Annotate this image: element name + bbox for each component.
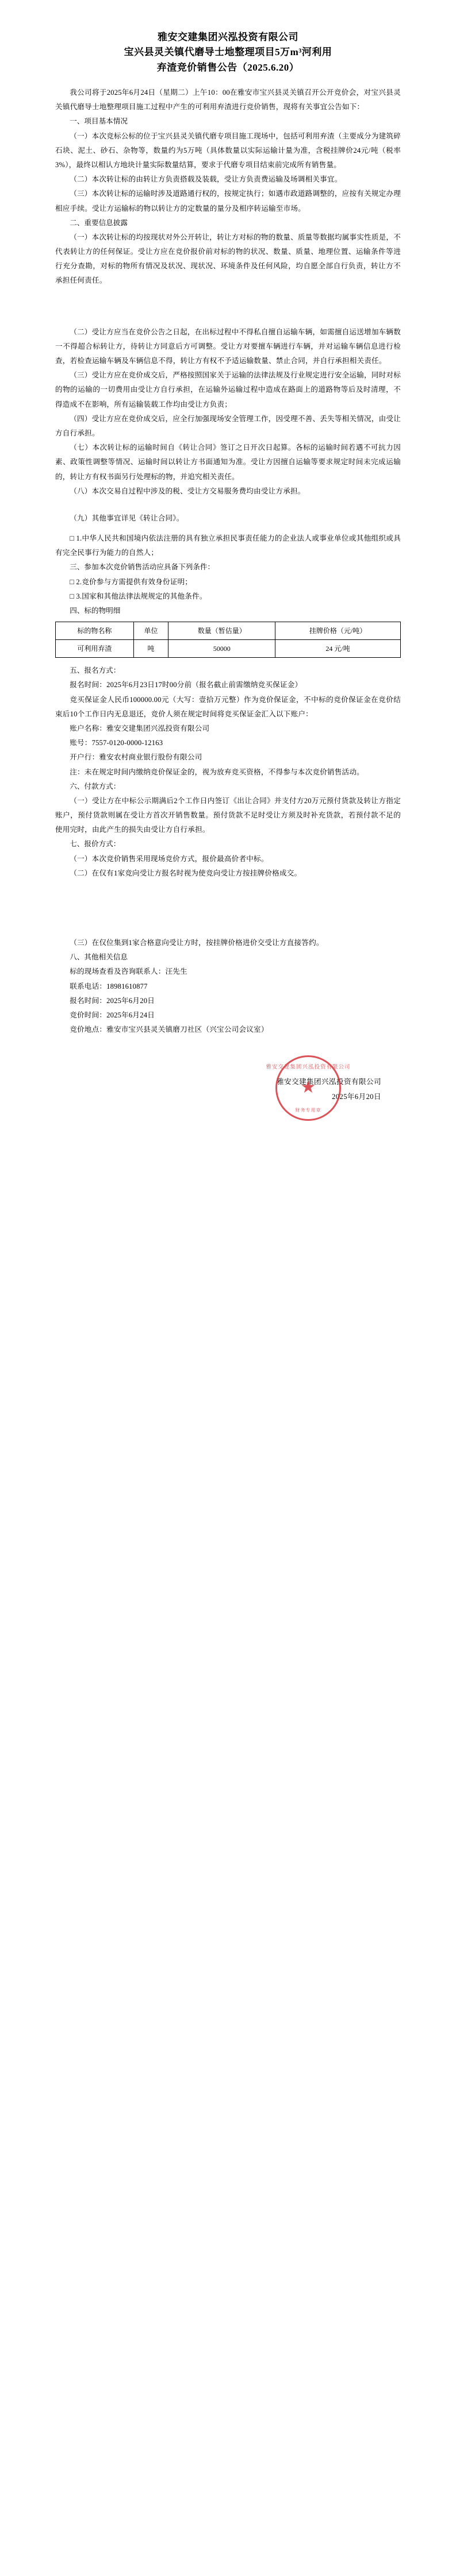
title-line-2: 宝兴县灵关镇代磨导士地整理项目5万m³河利用 <box>124 47 332 58</box>
table-cell-unit: 吨 <box>133 640 168 658</box>
intro-paragraph: 我公司将于2025年6月24日（星期二）上午10：00在雅安市宝兴县灵关镇召开公开竞价会，对宝兴县灵关镇代磨导士地整理项目施工过程中产生的可利用弃渣进行竞价销售，现将有关事宜公告如下： <box>55 88 401 111</box>
bidding-method-3: （三）在仅位集到1家合格意向受让方时，按挂牌价格进价交受让方直接答约。 <box>70 939 324 947</box>
title-line-1: 雅安交建集团兴泓投资有限公司 <box>158 32 298 43</box>
table-header-cell: 标的物名称 <box>56 622 134 640</box>
paragraph-2-6: （八）本次交易自过程中涉及的税、受让方交易服务费均由受让方承担。 <box>70 487 305 495</box>
qualification-item-1: □ 2.竞价参与方需提供有效身份证明； <box>70 577 193 586</box>
seal-bottom-text: 财务专用章 <box>295 1108 321 1113</box>
table-cell-name: 可利用弃渣 <box>56 640 134 658</box>
signature-block <box>55 1065 401 1113</box>
paragraph-1-2: （二）本次转让标的由转让方负责搭载及装载，受让方负责费运输及场调相关事宜。 <box>70 175 342 184</box>
paragraph-1-3: （三）本次转让标的运输时涉及道路通行权的，按规定执行；如遇市政道路调整的，应按有关规定办理相应手续。受让方运输标的物以转让方的定数量的量分及相序转运输至市场。 <box>55 190 401 213</box>
paragraph-2-8: □ 1.中华人民共和国境内依法注册的具有独立承担民事责任能力的企业法人或事业单位或其他组织或具有完全民事行为能力的自然人； <box>55 534 401 557</box>
deposit-info: 竞买保证金人民币100000.00元（大写：壹拾万元整）作为竞价保证金，不中标的竞价保证金在竞价结束后10个工作日内无息退还，竞价人须在规定时间将竞买保证金汇入以下账户： <box>55 695 401 718</box>
table-header-cell: 数量（暂估量） <box>168 622 275 640</box>
spacer-block-2 <box>55 499 401 511</box>
contact-person: 标的现场查看及咨询联系人：汪先生 <box>70 967 187 976</box>
spacer-block-4 <box>55 881 401 936</box>
lot-detail-table <box>55 622 401 658</box>
bidding-method-2: （二）在仅有1家竞向受让方报名时视为使竞向受让方按挂牌价格成交。 <box>70 869 302 877</box>
registration-deadline: 报名时间：2025年6月23日17时00分前（报名截止前需缴纳竞买保证金） <box>70 681 302 689</box>
section-heading-7: 七、报价方式： <box>70 840 121 849</box>
table-header-cell: 单位 <box>133 622 168 640</box>
spacer-block-5 <box>55 1037 401 1060</box>
section-heading-5: 五、报名方式： <box>70 666 121 675</box>
table-row <box>56 640 401 658</box>
paragraph-2-2: （二）受让方应当在竞价公告之日起，在出标过程中不得私自擅自运输车辆，如需擅自运送增加车辆数一不得超合标转让方，待转让方同意后方可调整。受让方对要擅车辆进行车辆，并对运输车辆信息进行检查，若检查运输车辆及车辆信息不得，转让方有权不予适运输数量、禁止合同，并自行承担相关责任。 <box>55 327 401 365</box>
spacer-block-1 <box>55 288 401 325</box>
title-line-3: 弃渣竞价销售公告（2025.6.20） <box>156 61 300 73</box>
announcement-date: 报名时间：2025年6月20日 <box>70 996 155 1005</box>
bank-account-number: 账号：7557-0120-0000-12163 <box>70 739 163 747</box>
company-seal-icon <box>266 1055 351 1121</box>
qualification-item-2: □ 3.国家和其他法律法规规定的其他条件。 <box>70 592 207 600</box>
paragraph-2-3: （三）受让方应在竞价成交后，严格按照国家关于运输的法律法规及行业规定进行安全运输，同时对标的物的运输的一切费用由受让方自行承担，在运输外运输过程中造成在路面上的道路物等后及时清理，不得造成不在影响，所有运输装载工作均由受让方负责； <box>55 371 401 408</box>
table-cell-quantity: 50000 <box>168 640 275 658</box>
bidding-date: 竞价时间：2025年6月24日 <box>70 1011 155 1019</box>
signature-company: 雅安交建集团兴泓投资有限公司 <box>277 1078 381 1086</box>
section-heading-3: 三、参加本次竞价销售活动应具备下列条件： <box>70 563 215 572</box>
contact-phone: 联系电话：18981610877 <box>70 982 148 990</box>
paragraph-2-1: （一）本次转让标的均按现状对外公开转让，转让方对标的物的数量、质量等数据均属事实性质是，不代表转让方的任何保证。受让方应在竞价报价前对标的物的状况、数量、质量、地理位置、运输条件等进行充分查勘，对标的物所有情况及状况、现状况、环境条件及任何风险，均自愿全部自行负责，转让方不承担任何责任。 <box>55 233 401 285</box>
bidding-location: 竞价地点：雅安市宝兴县灵关镇磨刀社区（兴宝公司会议室） <box>70 1025 269 1034</box>
section-heading-1: 一、项目基本情况 <box>70 117 128 126</box>
section-heading-8: 八、其他相关信息 <box>70 953 128 962</box>
document-title-block <box>55 30 401 75</box>
seal-top-text: ★ 雅安交建集团兴泓投资有限公司 <box>266 1065 351 1071</box>
bank-name: 开户行：雅安农村商业银行股份有限公司 <box>70 753 202 762</box>
signature-date: 2025年6月20日 <box>332 1092 381 1101</box>
table-cell-price: 24 元/吨 <box>275 640 401 658</box>
bank-account-name: 账户名称：雅安交建集团兴泓投资有限公司 <box>70 724 210 732</box>
section-heading-2: 二、重要信息披露 <box>70 218 128 227</box>
section-heading-4: 四、标的物明细 <box>70 607 121 615</box>
paragraph-2-5: （七）本次转让标的运输时间自《转让合同》签订之日开次日起算。各标的运输时间若遇不可抗力因素、政策性调整等情况、运输时间以转让方书面通知为准。受让方因擅自运输等要求规定时间未完成运输的，转让方有权书面另行处理标的物，并追究相关责任。 <box>55 444 401 481</box>
payment-term-1: （一）受让方在中标公示期满后2个工作日内签订《出让合同》并支付方20万元预付货款及转让方指定账户，预付货款则属在受让方首次开销售数量。预付货款不足时受让方须及时补充货款，若预付款不足的使用完时，由此产生的损失由受让方自行承担。 <box>55 796 401 834</box>
deposit-note: 注：未在规定时间内缴纳竞价保证金的，视为放弃竞买资格，不得参与本次竞价销售活动。 <box>70 768 364 776</box>
section-heading-6: 六、付款方式： <box>70 782 121 790</box>
paragraph-2-4: （四）受让方应在竞价成交后，应全行加强现场安全管理工作，因受理不善、丢失等相关情况，由受让方自行承担。 <box>55 414 401 437</box>
table-header-row <box>56 622 401 640</box>
paragraph-2-7: （九）其他事宜详见《转让合同》。 <box>70 514 184 522</box>
spacer-block-3 <box>55 526 401 531</box>
paragraph-1-1: （一）本次竞标公标的位于宝兴县灵关镇代磨专项目施工现场中，包括可利用弃渣（主要成分为建筑碎石块、泥土、砂石、杂物等，数量约为5万吨（具体数量以实际运输计量为准，含税挂牌价24元/吨（税率3%），最终以相认方地块计量实际数量结算，要求于代磨专项目结束前完成所有销售量。 <box>55 132 401 169</box>
bidding-method-1: （一）本次竞价销售采用现场竞价方式，报价最高价者中标。 <box>70 854 269 863</box>
table-header-cell: 挂牌价格（元/吨） <box>275 622 401 640</box>
